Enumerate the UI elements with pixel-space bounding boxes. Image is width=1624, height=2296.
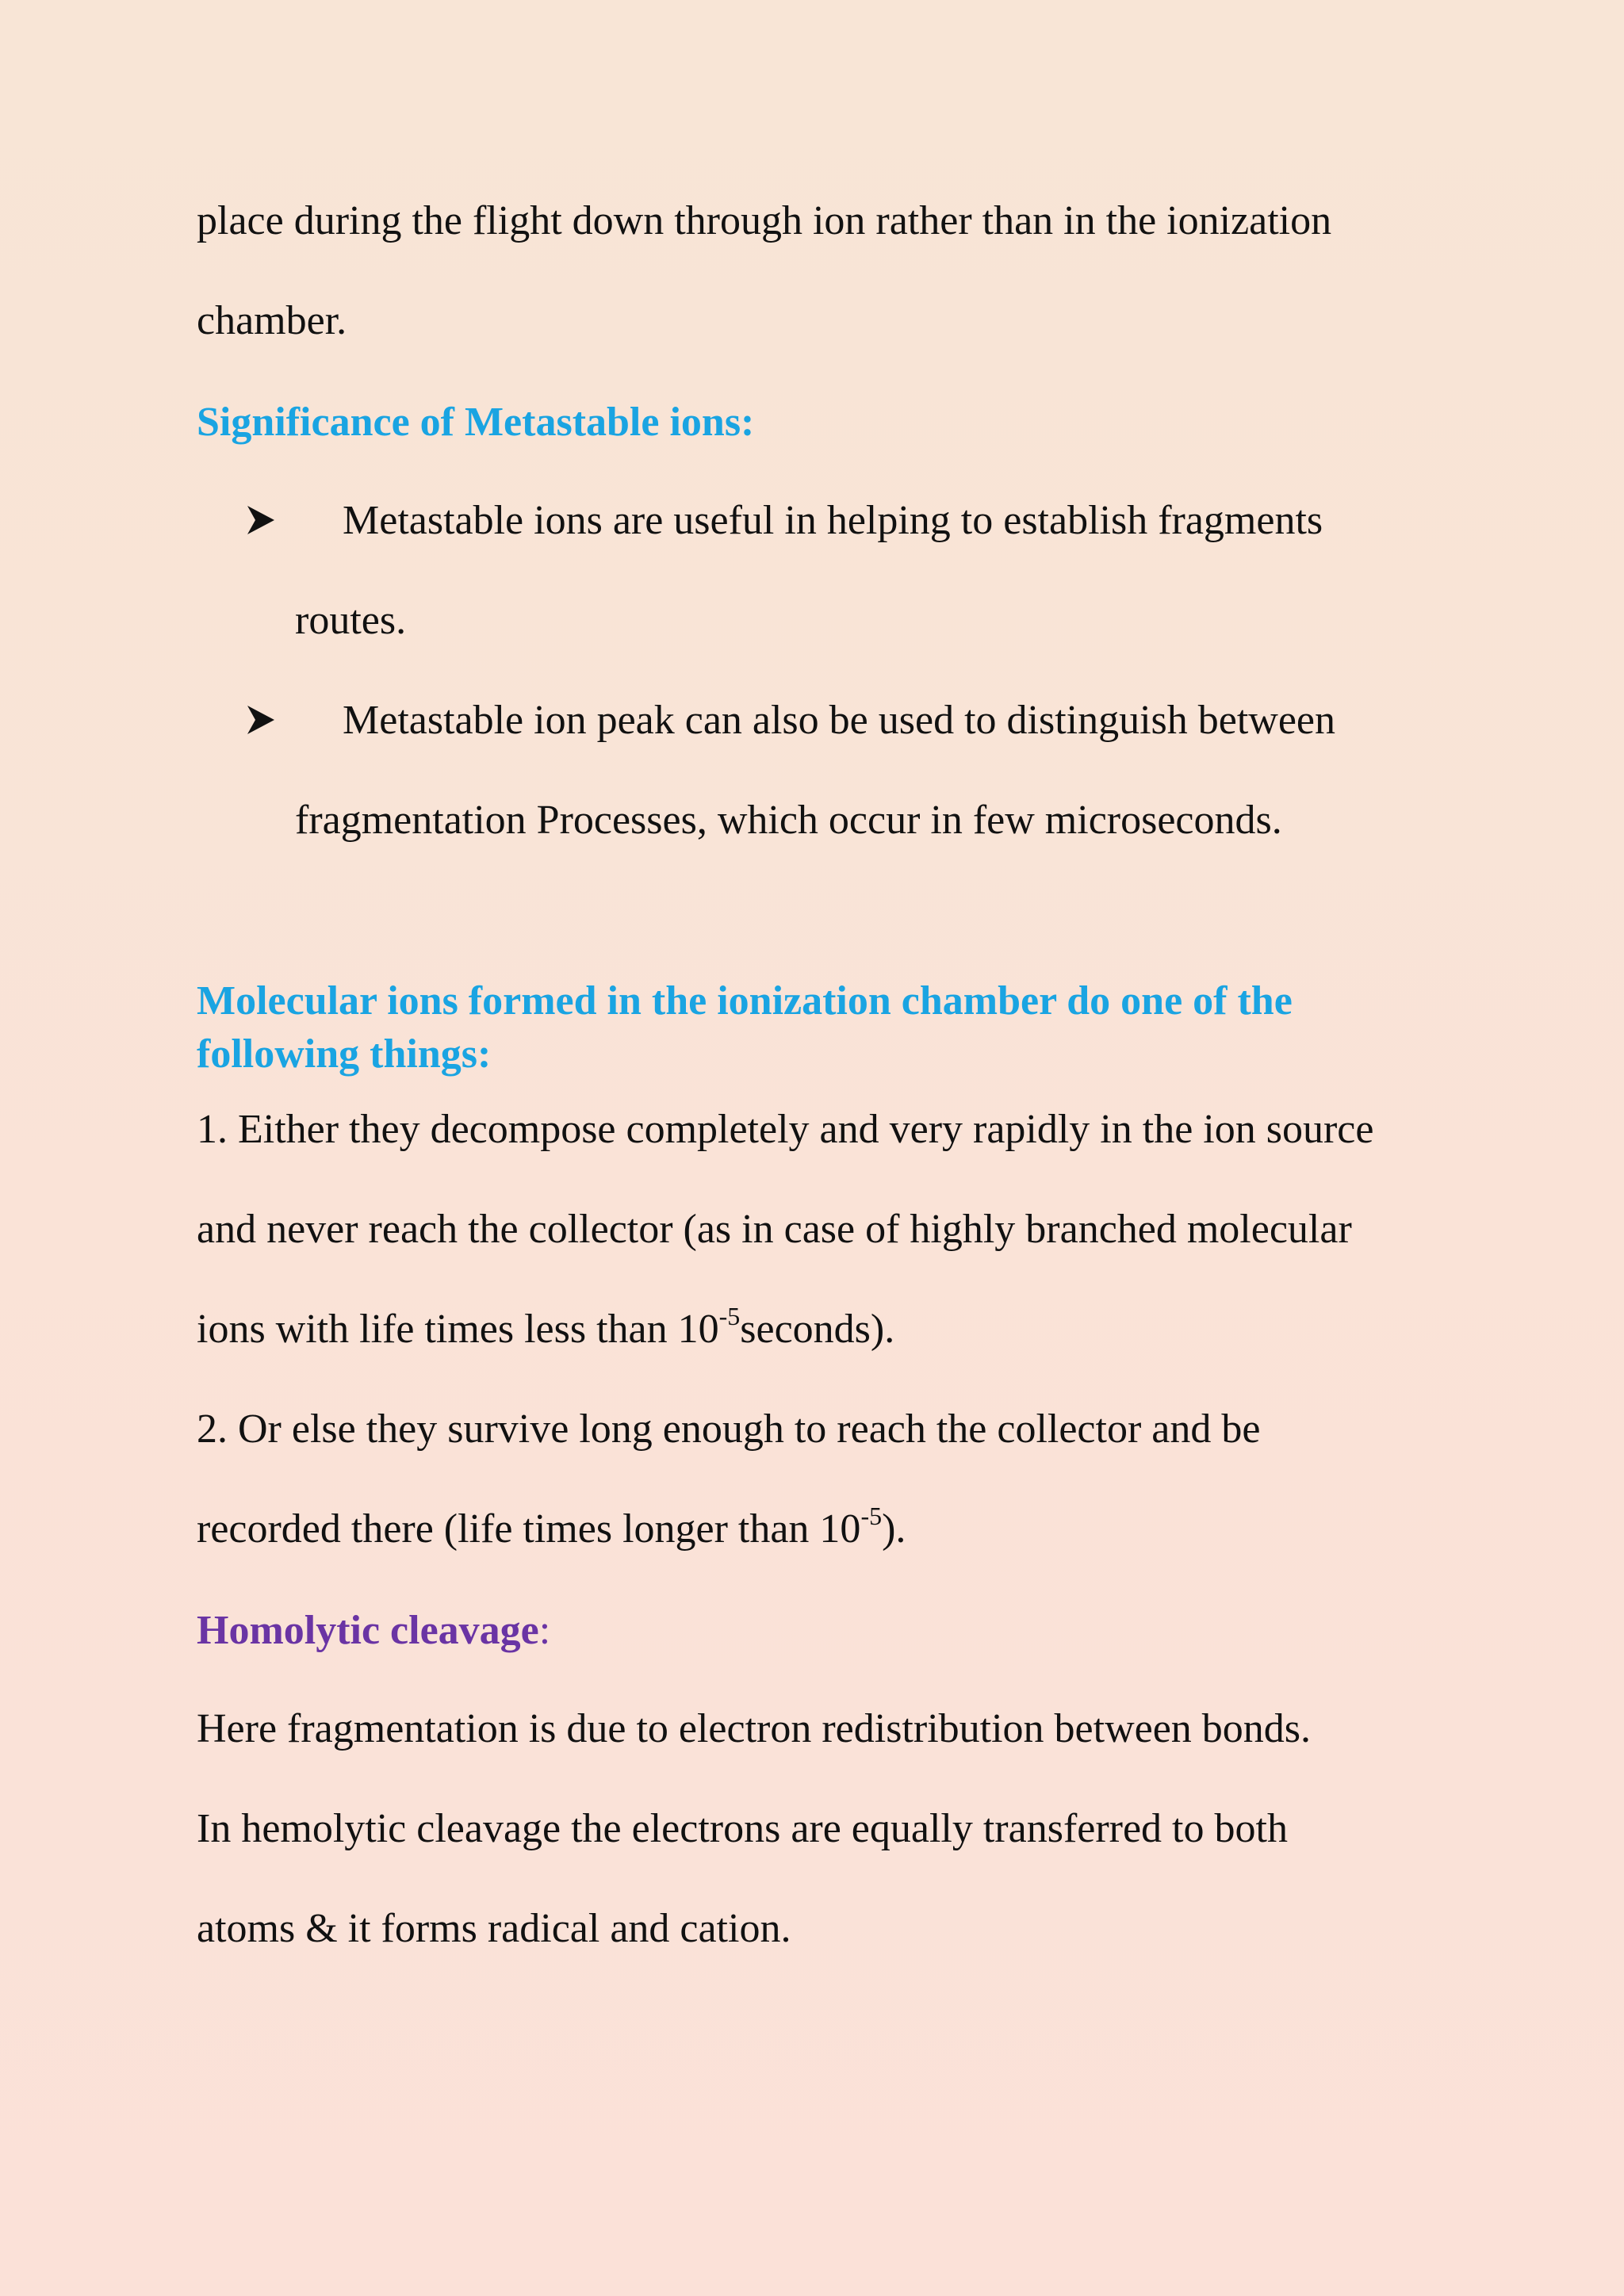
bullet-item xyxy=(246,696,1515,744)
intro-line-2: chamber. xyxy=(197,298,347,343)
arrowhead-bullet-icon xyxy=(246,504,276,536)
homolytic-line-2: In hemolytic cleavage the electrons are equally transferred to both xyxy=(197,1806,1288,1851)
homolytic-line-1: Here fragmentation is due to electron redistribution between bonds. xyxy=(197,1706,1312,1751)
item-1-line-3 xyxy=(197,1302,895,1354)
item-1-line-3-text: ions with life times less than 10 xyxy=(197,1307,719,1352)
bullet-text-1: Metastable ions are useful in helping to establish fragments xyxy=(343,498,1323,543)
item-1-line-1: 1. Either they decompose completely and very rapidly in the ion source xyxy=(197,1107,1374,1152)
item-2-line-2-text: recorded there (life times longer than 10 xyxy=(197,1506,861,1552)
bullet-continuation-1: routes. xyxy=(295,598,407,643)
homolytic-heading-colon: : xyxy=(538,1608,551,1653)
arrowhead-bullet-icon xyxy=(246,704,276,736)
item-1-line-3-tail: seconds). xyxy=(740,1307,895,1352)
significance-heading: Significance of Metastable ions: xyxy=(197,400,755,445)
exponent: -5 xyxy=(860,1502,883,1530)
item-2-line-2 xyxy=(197,1502,906,1554)
homolytic-heading-text: Homolytic cleavage xyxy=(197,1608,539,1653)
item-2-line-1: 2. Or else they survive long enough to reach the collector and be xyxy=(197,1406,1261,1452)
molecular-heading-line-2: following things: xyxy=(197,1031,492,1077)
item-1-line-2: and never reach the collector (as in case of highly branched molecular xyxy=(197,1207,1352,1252)
homolytic-heading xyxy=(197,1605,550,1658)
molecular-heading-line-1: Molecular ions formed in the ionization chamber do one of the xyxy=(197,978,1293,1024)
bullet-text-2: Metastable ion peak can also be used to distinguish between xyxy=(343,698,1336,743)
intro-line-1: place during the flight down through ion rather than in the ionization xyxy=(197,198,1332,243)
item-2-line-2-tail: ). xyxy=(882,1506,906,1552)
bullet-item xyxy=(246,496,1515,544)
exponent: -5 xyxy=(718,1302,741,1330)
bullet-continuation-2: fragmentation Processes, which occur in few microseconds. xyxy=(295,798,1282,843)
homolytic-line-3: atoms & it forms radical and cation. xyxy=(197,1906,791,1951)
